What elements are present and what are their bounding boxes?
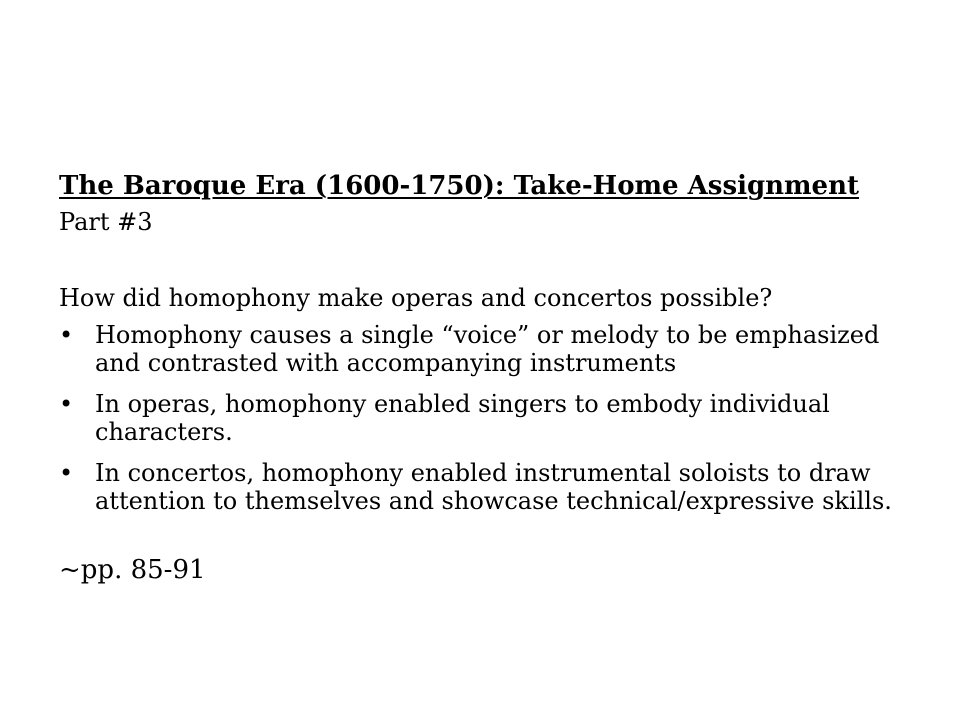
bullet-text: In operas, homophony enabled singers to embody individual characters.: [95, 390, 830, 446]
part-label: Part #3: [59, 208, 153, 236]
bullet-marker: •: [59, 321, 74, 349]
bullet-marker: •: [59, 390, 74, 418]
bullet-text: In concertos, homophony enabled instrumental soloists to draw attention to themselves and showcase technical/expressive skills.: [95, 459, 892, 515]
question-text: How did homophony make operas and concertos possible?: [59, 284, 773, 312]
bullet-item: [59, 390, 919, 446]
slide-title: The Baroque Era (1600-1750): Take-Home Assignment: [59, 171, 860, 201]
slide-content: [59, 168, 919, 587]
bullet-list: [59, 321, 919, 515]
bullet-item: [59, 321, 919, 377]
bullet-marker: •: [59, 459, 74, 487]
bullet-item: [59, 459, 919, 515]
bullet-text: Homophony causes a single “voice” or melody to be emphasized and contrasted with accompanying instruments: [95, 321, 880, 377]
page-reference: ~pp. 85-91: [59, 555, 206, 585]
